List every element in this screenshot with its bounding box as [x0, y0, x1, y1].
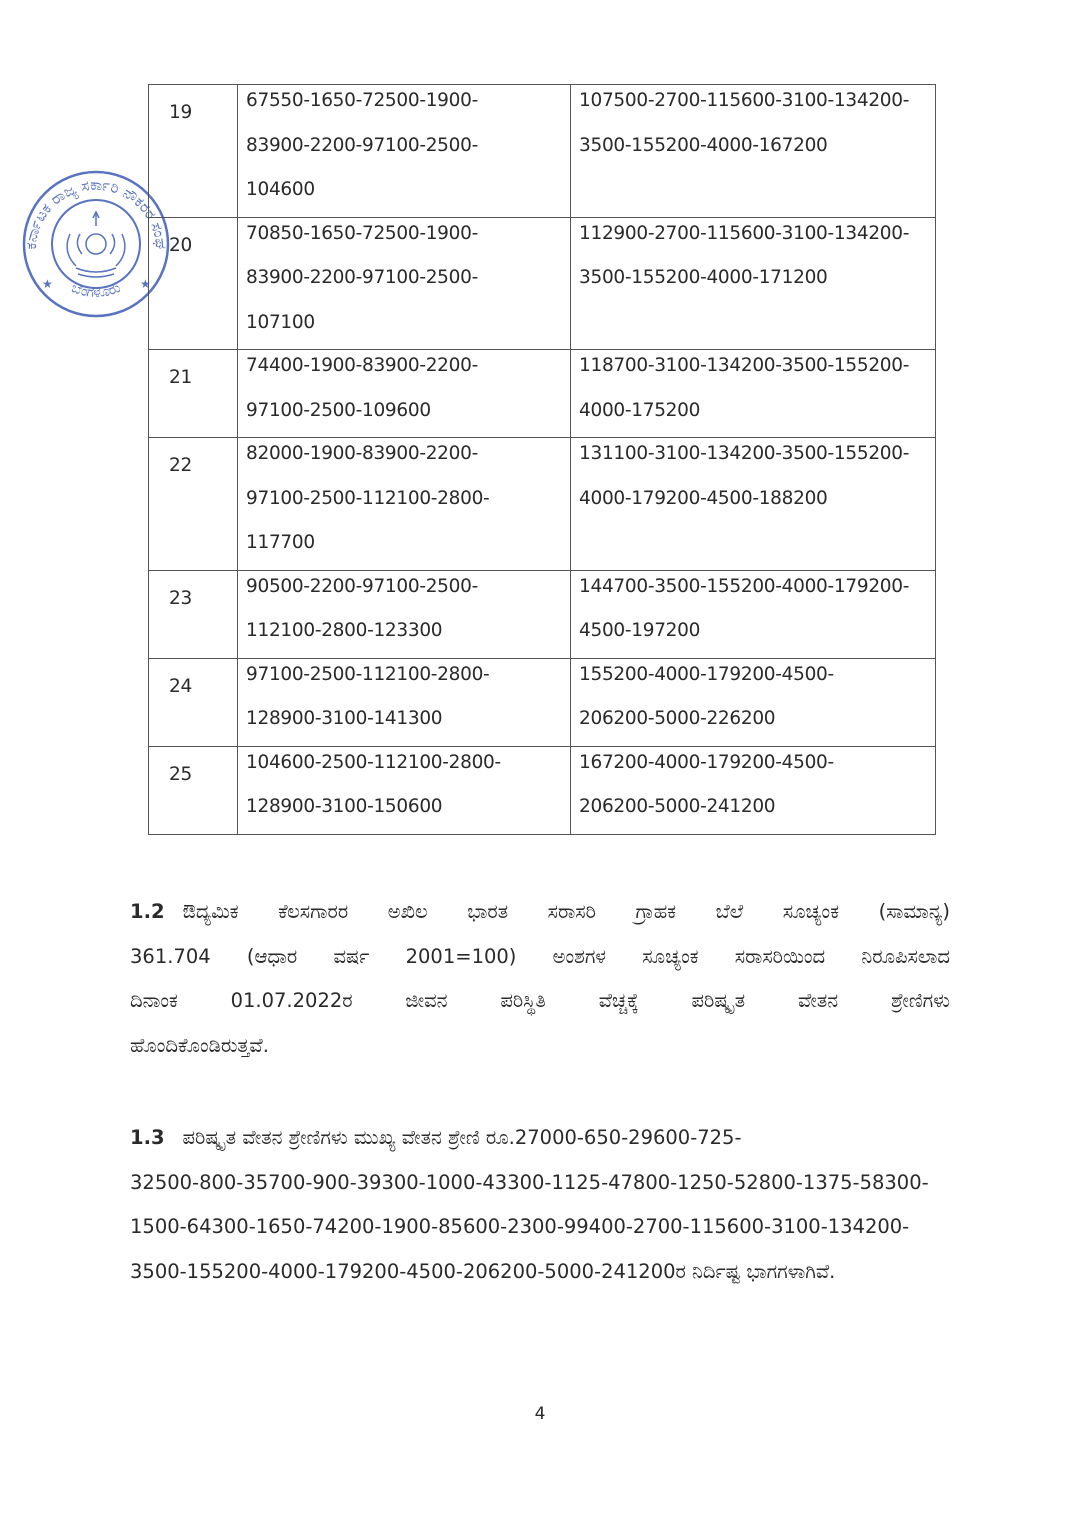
svg-text:★: ★ [42, 277, 53, 291]
paragraph-text: ಔದ್ಯಮಿಕ ಕೆಲಸಗಾರರ ಅಖಿಲ ಭಾರತ ಸರಾಸರಿ ಗ್ರಾಹಕ ಬೆಲೆ ಸೂಚ್ಯಂಕ (ಸಾಮಾನ್ಯ) [182, 900, 950, 923]
revised-pay-scale-cell [571, 438, 936, 571]
paragraph-1-3 [130, 1116, 950, 1294]
cell-line: 67550-1650-72500-1900- [246, 90, 478, 111]
cell-line: 128900-3100-141300 [246, 708, 443, 729]
revised-pay-scale-cell [571, 570, 936, 658]
row-number [149, 570, 238, 658]
paragraph-line: ದಿನಾಂಕ 01.07.2022ರ ಜೀವನ ಪರಿಸ್ಥಿತಿ ವೆಚ್ಚಕ್ಕೆ ಪರಿಷ್ಕೃತ ವೇತನ ಶ್ರೇಣಿಗಳು [130, 989, 950, 1012]
revised-pay-scale-cell [571, 746, 936, 834]
row-number [149, 438, 238, 571]
table-row [149, 746, 936, 834]
paragraph-text: ಪರಿಷ್ಕೃತ ವೇತನ ಶ್ರೇಣಿಗಳು ಮುಖ್ಯ ವೇತನ ಶ್ರೇಣಿ ರೂ.27000-650-29600-725- [182, 1126, 742, 1149]
paragraph-number: 1.2 [130, 900, 165, 923]
paragraph-1-2 [130, 890, 950, 1068]
paragraph-line: 32500-800-35700-900-39300-1000-43300-1125-47800-1250-52800-1375-58300- [130, 1170, 929, 1194]
cell-line: 155200-4000-179200-4500- [579, 663, 834, 685]
cell-line: 90500-2200-97100-2500- [246, 575, 478, 597]
table-row [149, 217, 936, 350]
cell-line: 97100-2500-112100-2800- [246, 663, 490, 685]
revised-pay-scale-cell [571, 658, 936, 746]
cell-line: 97100-2500-112100-2800- [246, 487, 490, 509]
row-number [149, 350, 238, 438]
cell-line: 83900-2200-97100-2500- [246, 267, 478, 288]
existing-pay-scale-cell [238, 570, 571, 658]
stamp-text-top: ಕರ್ನಾಟಕ ರಾಜ್ಯ ಸರ್ಕಾರಿ ನೌಕರರ ಸಂಘ [21, 175, 171, 251]
revised-pay-scale-cell [571, 350, 936, 438]
revised-pay-scale-cell [571, 85, 936, 218]
revised-pay-scale-cell [571, 217, 936, 350]
svg-text:★: ★ [140, 277, 151, 291]
row-number-text: 23 [169, 587, 192, 609]
row-number-text: 25 [169, 763, 192, 785]
cell-line: 107500-2700-115600-3100-134200- [579, 90, 910, 111]
emblem-icon [67, 212, 125, 277]
row-number-text: 22 [169, 455, 192, 476]
paragraph-number: 1.3 [130, 1126, 165, 1149]
row-number [149, 658, 238, 746]
cell-line: 82000-1900-83900-2200- [246, 443, 478, 464]
table-row [149, 438, 936, 571]
existing-pay-scale-cell [238, 350, 571, 438]
cell-line: 4500-197200 [579, 620, 701, 641]
paragraph-line [130, 1116, 950, 1161]
existing-pay-scale-cell [238, 746, 571, 834]
cell-line: 117700 [246, 532, 315, 553]
existing-pay-scale-cell [238, 217, 571, 350]
cell-line: 128900-3100-150600 [246, 796, 443, 817]
cell-line: 97100-2500-109600 [246, 399, 431, 421]
row-number [149, 217, 238, 350]
cell-line: 104600-2500-112100-2800- [246, 751, 501, 773]
cell-line: 3500-155200-4000-171200 [579, 267, 828, 288]
existing-pay-scale-cell [238, 438, 571, 571]
svg-text:ಬೆಂಗಳೂರು [69, 280, 123, 302]
cell-line: 83900-2200-97100-2500- [246, 134, 478, 156]
row-number-text: 21 [169, 367, 192, 388]
cell-line: 4000-175200 [579, 399, 701, 421]
cell-line: 206200-5000-226200 [579, 708, 776, 729]
table-row [149, 350, 936, 438]
table-row [149, 85, 936, 218]
paragraph-line [130, 890, 950, 935]
cell-line: 3500-155200-4000-167200 [579, 134, 828, 156]
cell-line: 131100-3100-134200-3500-155200- [579, 443, 910, 464]
row-number [149, 85, 238, 218]
stamp-text-bottom: ಬೆಂಗಳೂರು [69, 279, 123, 302]
paragraph-line: 3500-155200-4000-179200-4500-206200-5000-241200ರ ನಿರ್ದಿಷ್ಟ ಭಾಗಗಳಾಗಿವೆ. [130, 1259, 836, 1283]
cell-line: 112900-2700-115600-3100-134200- [579, 222, 910, 244]
paragraph-line: 361.704 (ಆಧಾರ ವರ್ಷ 2001=100) ಅಂಶಗಳ ಸೂಚ್ಯಂಕ ಸರಾಸರಿಯಿಂದ ನಿರೂಪಿಸಲಾದ [130, 944, 950, 968]
page-number: 4 [534, 1404, 546, 1424]
row-number-text: 24 [169, 675, 192, 697]
table-row [149, 658, 936, 746]
pay-scale-table [148, 84, 936, 835]
cell-line: 144700-3500-155200-4000-179200- [579, 575, 910, 597]
table-row [149, 570, 936, 658]
cell-line: 167200-4000-179200-4500- [579, 751, 834, 773]
cell-line: 74400-1900-83900-2200- [246, 355, 478, 376]
row-number [149, 746, 238, 834]
row-number-text: 20 [169, 234, 192, 256]
paragraph-line: ಹೊಂದಿಕೊಂಡಿರುತ್ತವೆ. [130, 1033, 269, 1057]
cell-line: 107100 [246, 311, 315, 333]
cell-line: 118700-3100-134200-3500-155200- [579, 355, 910, 376]
existing-pay-scale-cell [238, 658, 571, 746]
cell-line: 104600 [246, 179, 315, 200]
cell-line: 206200-5000-241200 [579, 796, 776, 817]
cell-line: 112100-2800-123300 [246, 620, 443, 641]
existing-pay-scale-cell [238, 85, 571, 218]
row-number-text: 19 [169, 102, 192, 123]
cell-line: 70850-1650-72500-1900- [246, 222, 478, 244]
cell-line: 4000-179200-4500-188200 [579, 487, 828, 509]
paragraph-line: 1500-64300-1650-74200-1900-85600-2300-99400-2700-115600-3100-134200- [130, 1215, 910, 1238]
